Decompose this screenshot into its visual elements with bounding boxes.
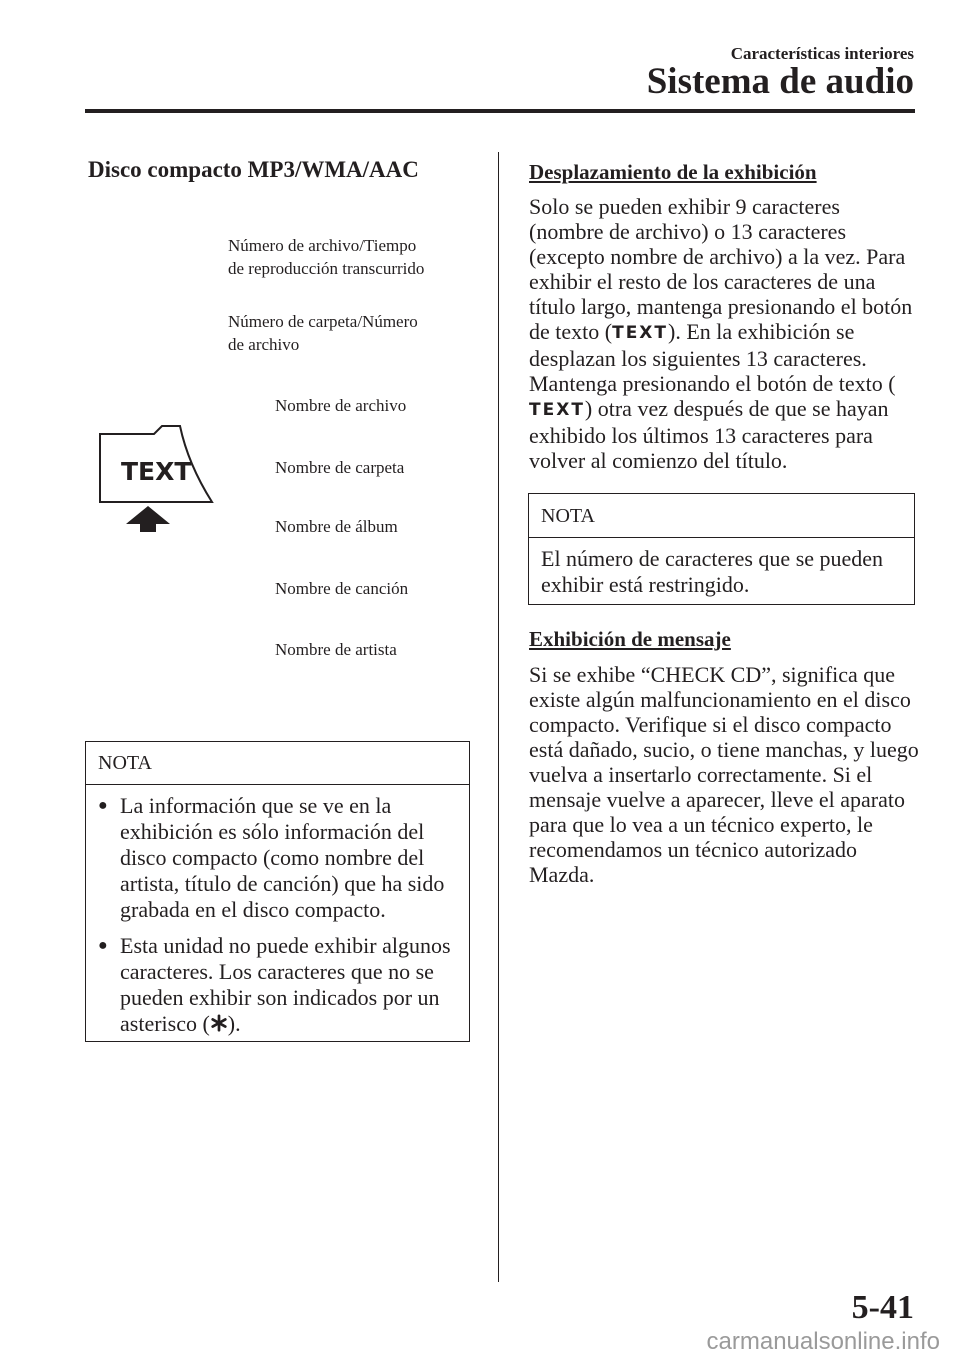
label-folder-file-line1: Número de carpeta/Número (228, 312, 418, 331)
nota-bullet-2: ● Esta unidad no puede exhibir algunos caracteres. Los caracteres que no se pueden exhibir son indicados por un asterisco ( ). (98, 933, 451, 1036)
nota-body: El número de caracteres que se pueden exhibir está restringido. (541, 546, 884, 597)
bullet-icon: ● (98, 797, 108, 814)
label-song-name: Nombre de canción (275, 579, 409, 598)
label-artist-name: Nombre de artista (275, 640, 397, 659)
column-divider (498, 152, 499, 1282)
press-arrow-icon (126, 506, 170, 532)
label-folder-name: Nombre de carpeta (275, 458, 405, 477)
nota-bullet-1: ● La información que se ve en la exhibición es sólo información del disco compacto (como nombre del artista, título de canción) que ha sido grabada en el disco compacto. (98, 793, 445, 922)
text-button-icon: TEXT (529, 400, 585, 420)
label-file-time-line1: Número de archivo/Tiempo (228, 236, 417, 255)
text-button-illustration (96, 424, 216, 534)
nota-title: NOTA (86, 742, 469, 785)
chapter-subtitle: Características interiores (730, 44, 914, 63)
message-paragraph: Si se exhibe “CHECK CD”, significa que existe algún malfuncionamiento en el disco compacto. Verifique si el disco compacto está dañado, sucio, o tiene manchas, y luego vuelva a insertarlo correctamente. Si el mensaje vuelve a aparecer, lleve el aparato para que lo vea a un técnico experto, le recomendamos un técnico autorizado Mazda. (529, 662, 919, 887)
label-album-name: Nombre de álbum (275, 517, 398, 536)
label-folder-file-line2: de archivo (228, 335, 300, 354)
scroll-paragraph: Solo se pueden exhibir 9 caracteres (nombre de archivo) o 13 caracteres (excepto nombre de archivo) a la vez. Para exhibir el resto de los caracteres de una título largo, mantenga presionando el botón de texto (TEXT). En la exhibición se desplazan los siguientes 13 caracteres. Mantenga presionando el botón de texto (TEXT) otra vez después de que se hayan exhibido los últimos 13 caracteres para volver al comienzo del título. (529, 194, 913, 473)
nota-title: NOTA (529, 494, 914, 538)
mp3-section-heading: Disco compacto MP3/WMA/AAC (88, 157, 419, 182)
page-number: 5-41 (851, 1289, 914, 1326)
scroll-section-heading: Desplazamiento de la exhibición (529, 160, 817, 184)
message-section-heading: Exhibición de mensaje (529, 627, 731, 651)
asterisk-icon (210, 1014, 228, 1032)
label-file-name: Nombre de archivo (275, 396, 407, 415)
text-button-label: TEXT (121, 457, 192, 486)
watermark: carmanualsonline.info (706, 1328, 940, 1355)
header-rule (85, 109, 915, 113)
nota-box-left (85, 741, 470, 1042)
bullet-icon: ● (98, 937, 108, 954)
nota-box-right (528, 493, 915, 605)
section-title: Sistema de audio (646, 61, 914, 102)
label-file-time-line2: de reproducción transcurrido (228, 259, 425, 278)
text-button-icon: TEXT (612, 323, 669, 343)
